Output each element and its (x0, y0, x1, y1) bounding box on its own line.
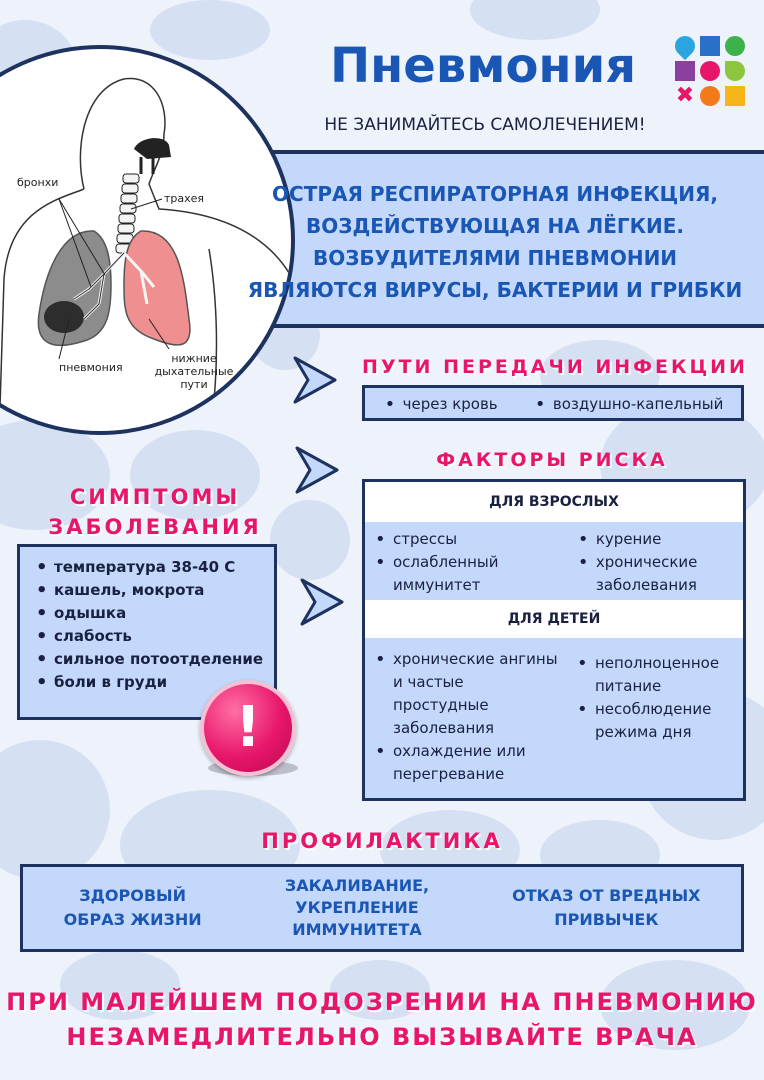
page-subtitle: НЕ ЗАНИМАЙТЕСЬ САМОЛЕЧЕНИЕМ! (324, 115, 646, 135)
logo-square-icon (700, 36, 720, 56)
logo-leaf-icon (725, 61, 745, 81)
prevention-item: ЗАКАЛИВАНИЕ, УКРЕПЛЕНИЕ ИММУНИТЕТА (284, 876, 430, 939)
label-bronchi: бронхи (17, 176, 59, 189)
footer-line-2: НЕЗАМЕДЛИТЕЛЬНО ВЫЗЫВАЙТЕ ВРАЧА (66, 1023, 698, 1051)
warning-exclamation: ! (235, 695, 261, 760)
arrow-transmission-icon (290, 355, 340, 405)
transmission-item: • воздушно-капельный (533, 393, 723, 416)
symptom-item: • боли в груди (34, 671, 274, 694)
intro-text: ОСТРАЯ РЕСПИРАТОРНАЯ ИНФЕКЦИЯ, ВОЗДЕЙСТВУЮЩАЯ НА ЛЁГКИЕ. ВОЗБУДИТЕЛЯМИ ПНЕВМОНИИ ЯВЛЯЮТСЯ ВИРУСЫ, БАКТЕРИИ И ГРИБКИ (247, 182, 743, 302)
list-item: • курение (576, 528, 735, 551)
healthy-lung (124, 231, 190, 345)
symptom-item: • кашель, мокрота (34, 579, 274, 602)
label-trachea: трахея (164, 192, 205, 205)
logo-plus-icon (700, 61, 720, 81)
risk-adults-list (365, 522, 743, 600)
list-item: • ослабленный иммунитет (373, 551, 576, 597)
risk-adults-header: ДЛЯ ВЗРОСЛЫХ (365, 482, 743, 522)
page-title: Пневмония (329, 38, 637, 94)
list-item: • неполноценное питание (575, 652, 745, 698)
logo-square-purple-icon (675, 61, 695, 81)
transmission-box (362, 385, 744, 421)
prevention-box (20, 864, 744, 952)
logo-circle-icon (725, 36, 745, 56)
arrow-symptoms-icon (297, 577, 347, 627)
prevention-item: ЗДОРОВЫЙ ОБРАЗ ЖИЗНИ (63, 886, 202, 929)
label-pneumonia: пневмония (59, 361, 123, 374)
prevention-title: ПРОФИЛАКТИКА (261, 829, 503, 853)
risk-children-header: ДЛЯ ДЕТЕЙ (365, 600, 743, 638)
logo (675, 36, 745, 106)
logo-x-icon: ✖ (675, 83, 695, 108)
logo-yellow-square-icon (725, 86, 745, 106)
logo-heart-icon (671, 32, 699, 60)
list-item: • хронические заболевания (576, 551, 735, 597)
transmission-item: • через кровь (383, 393, 498, 416)
transmission-title: ПУТИ ПЕРЕДАЧИ ИНФЕКЦИИ (362, 356, 748, 378)
symptom-item: • температура 38-40 С (34, 556, 274, 579)
risk-children-list (365, 638, 743, 786)
list-item: • несоблюдение режима дня (575, 698, 745, 744)
list-item: • стрессы (373, 528, 576, 551)
arrow-risk-icon (292, 445, 342, 495)
symptom-item: • сильное потоотделение (34, 648, 274, 671)
risk-title: ФАКТОРЫ РИСКА (436, 449, 668, 471)
logo-orange-circle-icon (700, 86, 720, 106)
footer-line-1: ПРИ МАЛЕЙШЕМ ПОДОЗРЕНИИ НА ПНЕВМОНИЮ (6, 988, 758, 1016)
risk-box (362, 479, 746, 801)
symptom-item: • слабость (34, 625, 274, 648)
list-item: • охлаждение или перегревание (373, 740, 563, 786)
warning-icon (200, 680, 296, 776)
symptoms-title: СИМПТОМЫ ЗАБОЛЕВАНИЯ (48, 485, 262, 539)
list-item: • хронические ангины и частые простудные заболевания (373, 648, 563, 740)
label-lower-airways: нижние дыхательные пути (154, 352, 234, 391)
symptom-item: • одышка (34, 602, 274, 625)
prevention-item: ОТКАЗ ОТ ВРЕДНЫХ ПРИВЫЧЕК (512, 886, 701, 929)
